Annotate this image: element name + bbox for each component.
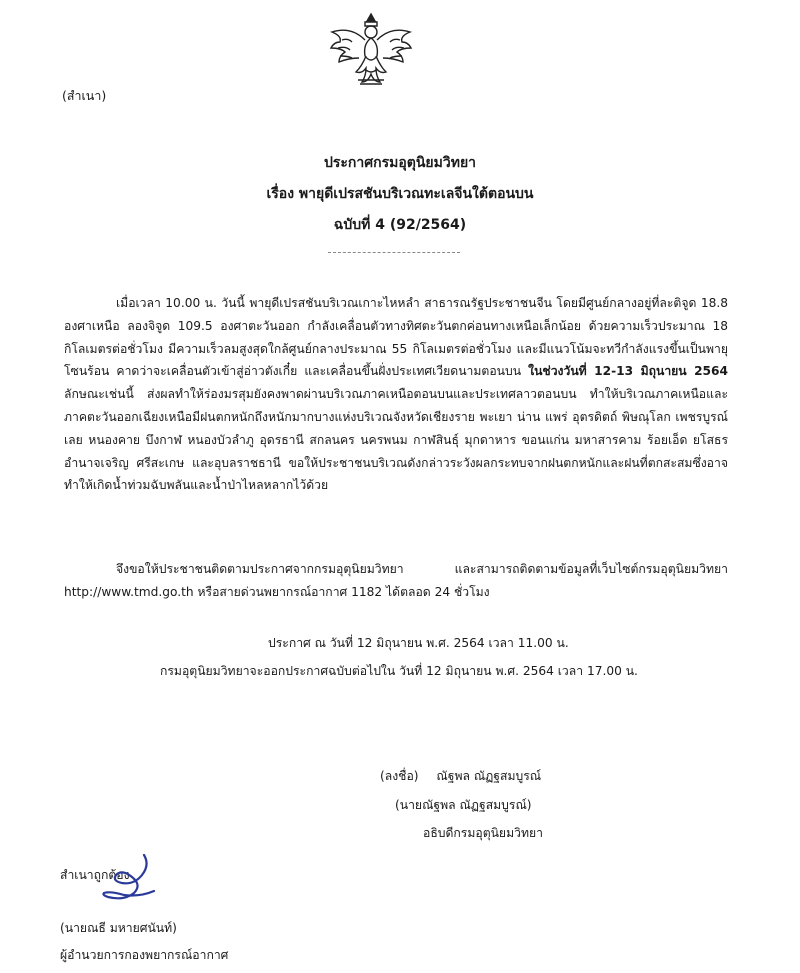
certifier-name: (นายณธี มหายศนันท์) (60, 921, 177, 935)
certifier-position: ผู้อำนวยการกองพยากรณ์อากาศ (60, 948, 229, 962)
announcement-title: ประกาศกรมอุตุนิยมวิทยา (323, 155, 477, 171)
title-divider (328, 252, 460, 253)
main-paragraph (64, 292, 728, 497)
main-paragraph-bold-date: ในช่วงวันที่ 12-13 มิถุนายน 2564 (528, 364, 728, 379)
copy-label: (สำเนา) (62, 88, 107, 103)
announcement-issue-number: ฉบับที่ 4 (92/2564) (333, 217, 467, 233)
signatory-position: อธิบดีกรมอุตุนิยมวิทยา (423, 826, 543, 840)
garuda-emblem-icon (328, 10, 414, 96)
next-announcement: กรมอุตุนิยมวิทยาจะออกประกาศฉบับต่อไปใน วันที่ 12 มิถุนายน พ.ศ. 2564 เวลา 17.00 น. (160, 664, 638, 678)
announcement-subject: เรื่อง พายุดีเปรสชันบริเวณทะเลจีนใต้ตอนบน (266, 186, 534, 202)
signed-label: (ลงชื่อ) (380, 769, 419, 783)
signature-line (380, 767, 541, 786)
signatory-full-name: (นายณัฐพล ณัฏฐสมบูรณ์) (395, 798, 532, 812)
certified-copy-label: สำเนาถูกต้อง (60, 868, 130, 882)
main-paragraph-part1: เมื่อเวลา 10.00 น. วันนี้ พายุดีเปรสชันบริเวณเกาะไหหลำ สาธารณรัฐประชาชนจีน โดยมีศูนย์กลางอยู่ที่ละติจูด 18.8 องศาเหนือ ลองจิจูด 109.5 องศาตะวันออก กำลังเคลื่อนตัวทางทิศตะวันตกค่อนทางเหนือเล็กน้อย ด้วยความเร็วประมาณ 18 กิโลเมตรต่อชั่วโมง มีความเร็วลมสูงสุดใกล้ศูนย์กลางประมาณ 55 กิโลเมตรต่อชั่วโมง และมีแนวโน้มจะทวีกำลังแรงขึ้นเป็นพายุโซนร้อน คาดว่าจะเคลื่อนตัวเข้าสู่อ่าวตังเกี๋ย และเคลื่อนขึ้นฝั่งประเทศเวียดนามตอนบน (64, 296, 728, 379)
announce-date: ประกาศ ณ วันที่ 12 มิถุนายน พ.ศ. 2564 เวลา 11.00 น. (268, 636, 569, 650)
followup-paragraph: จึงขอให้ประชาชนติดตามประกาศจากกรมอุตุนิยมวิทยา และสามารถติดตามข้อมูลที่เว็บไซต์กรมอุตุนิยมวิทยา http://www.tmd.go.th หรือสายด่วนพยากรณ์อากาศ 1182 ได้ตลอด 24 ชั่วโมง (64, 562, 728, 599)
signed-name: ณัฐพล ณัฏฐสมบูรณ์ (436, 769, 542, 783)
handwritten-signature-icon (96, 851, 166, 907)
main-paragraph-part2: ลักษณะเช่นนี้ ส่งผลทำให้ร่องมรสุมยังคงพาดผ่านบริเวณภาคเหนือตอนบนและประเทศลาวตอนบน ทำให้บริเวณภาคเหนือและภาคตะวันออกเฉียงเหนือมีฝนตกหนักถึงหนักมากบางแห่งบริเวณจังหวัดเชียงราย พะเยา น่าน แพร่ อุตรดิตถ์ พิษณุโลก เพชรบูรณ์ เลย หนองคาย บึงกาฬ หนองบัวลำภู อุดรธานี สกลนคร นครพนม กาฬสินธุ์ มุกดาหาร ขอนแก่น มหาสารคาม ร้อยเอ็ด ยโสธร อำนาจเจริญ ศรีสะเกษ และอุบลราชธานี ขอให้ประชาชนบริเวณดังกล่าวระวังผลกระทบจากฝนตกหนักและฝนที่ตกสะสมซึ่งอาจทำให้เกิดน้ำท่วมฉับพลันและน้ำป่าไหลหลากไว้ด้วย (64, 387, 728, 493)
